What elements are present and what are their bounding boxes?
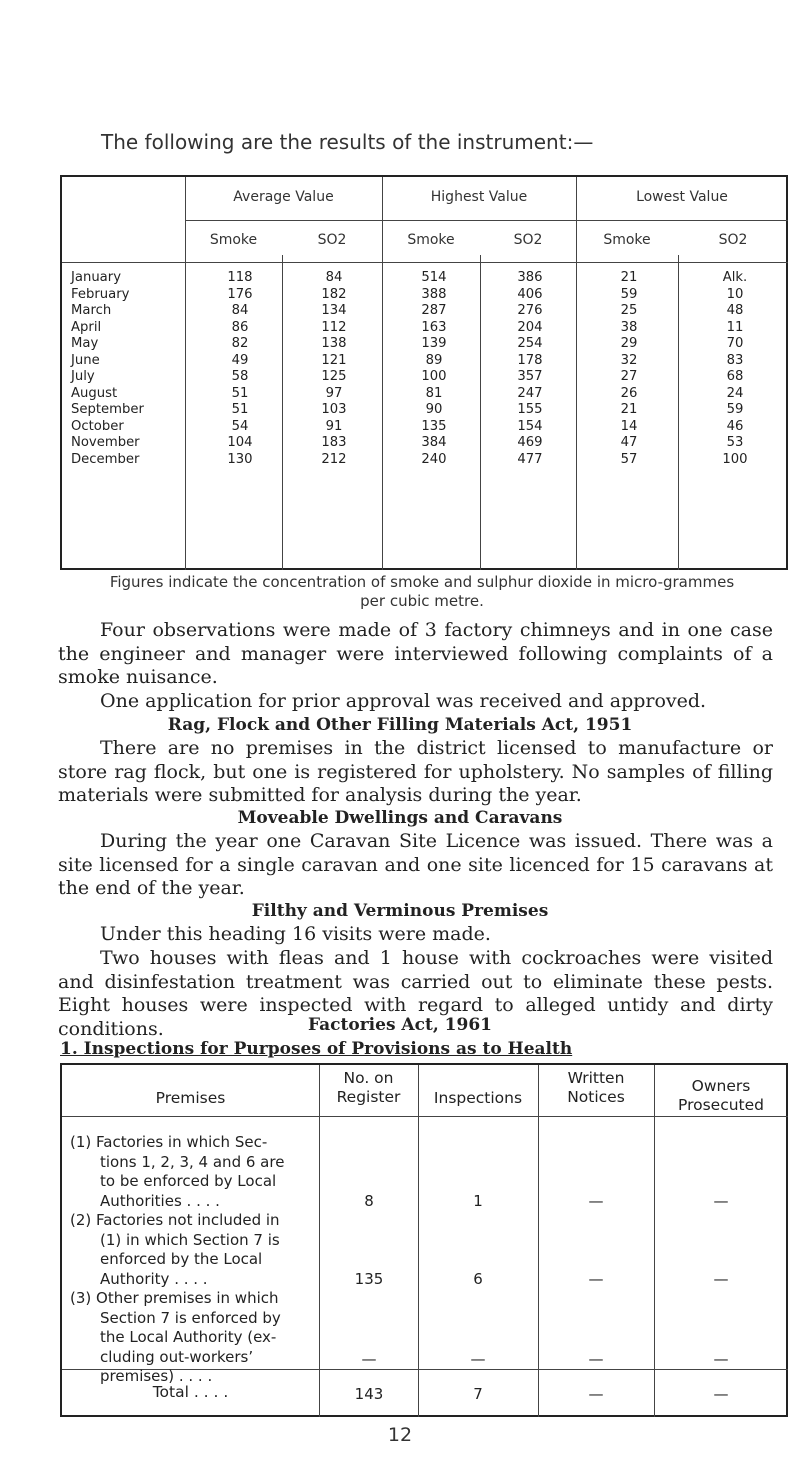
table-cell: 48	[726, 303, 744, 318]
table-cell: 357	[517, 369, 543, 384]
header-premises: Premises	[155, 1089, 226, 1107]
table-cell: 154	[517, 418, 543, 434]
table-cell: 121	[321, 352, 347, 368]
header-lowest-value: Lowest Value	[636, 189, 728, 205]
table-cell: 84	[325, 270, 343, 285]
premises-item-3	[70, 1270, 281, 1387]
item-line: premises) . . . .	[100, 1367, 213, 1385]
table-cell: 125	[321, 369, 347, 384]
table-cell: 134	[321, 303, 347, 318]
month-label: August	[71, 385, 118, 401]
table-cell: 100	[722, 451, 748, 467]
subheader-so2: SO2	[317, 232, 347, 248]
table-cell: 29	[620, 336, 638, 351]
subheader-so2: SO2	[513, 232, 543, 248]
table-cell: 86	[231, 319, 249, 335]
table-row	[62, 369, 786, 386]
table-cell: 10	[726, 286, 744, 302]
owners-prosecuted: —	[713, 1350, 729, 1368]
month-label: April	[71, 319, 102, 335]
month-label: February	[71, 286, 130, 302]
table-cell: 176	[227, 286, 253, 302]
heading-filthy-premises: Filthy and Verminous Premises	[251, 901, 549, 921]
month-label: July	[71, 369, 95, 384]
month-label: January	[71, 270, 121, 285]
table-cell: 51	[231, 402, 249, 417]
table-cell: 212	[321, 451, 347, 467]
header-register	[319, 1069, 418, 1107]
inspections-table	[60, 1063, 788, 1417]
subheading-inspections: 1. Inspections for Purposes of Provisions as to Health	[60, 1039, 573, 1059]
month-label: December	[71, 451, 140, 467]
table-cell: 155	[517, 402, 543, 417]
table-cell: 254	[517, 336, 543, 351]
table-cell: 49	[231, 352, 249, 368]
table-cell: 118	[227, 270, 253, 285]
table-cell: 287	[421, 303, 447, 318]
item-line: (3) Other premises in which	[70, 1289, 279, 1307]
table-cell: 21	[620, 270, 638, 285]
table-cell: 81	[425, 385, 443, 401]
table-cell: 84	[231, 303, 249, 318]
item-line: (1) in which Section 7 is	[100, 1230, 280, 1249]
heading-rag-flock: Rag, Flock and Other Filling Materials Act, 1951	[167, 715, 633, 735]
table-cell: 53	[726, 435, 744, 450]
table-row	[62, 320, 786, 337]
table-cell: 47	[620, 435, 638, 450]
paragraph-caravans: During the year one Caravan Site Licence was issued. There was a site licensed for a single caravan and one site licenced for 15 caravans at the end of the year.	[58, 830, 773, 899]
header-average-value: Average Value	[233, 189, 334, 205]
heading-moveable-dwellings: Moveable Dwellings and Caravans	[237, 808, 563, 828]
table-cell: 25	[620, 303, 638, 318]
table-cell: 514	[421, 270, 447, 285]
table-row	[62, 353, 786, 370]
inspection-count: 6	[473, 1270, 483, 1288]
table-cell: 406	[517, 286, 543, 302]
air-pollution-table	[60, 175, 788, 570]
month-label: March	[71, 303, 112, 318]
table-cell: 21	[620, 402, 638, 417]
page-number: 12	[387, 1424, 413, 1446]
month-label: May	[71, 336, 99, 351]
table-row	[62, 287, 786, 304]
total-written-notices: —	[588, 1385, 604, 1403]
item-line: (2) Factories not included in	[70, 1211, 280, 1229]
owners-prosecuted: —	[713, 1192, 729, 1210]
header-owners-line1: Owners	[691, 1077, 751, 1095]
month-label: November	[71, 435, 140, 450]
total-label: Total . . . .	[152, 1383, 229, 1401]
table-cell: 27	[620, 369, 638, 384]
table-cell: 57	[620, 451, 638, 467]
table-row	[62, 419, 786, 436]
table-cell: 54	[231, 418, 249, 434]
paragraph-rag-flock: There are no premises in the district licensed to manufacture or store rag flock, but one is registered for upholstery. No samples of filling materials were submitted for analysis during the year.	[58, 737, 773, 806]
table-cell: 100	[421, 369, 447, 384]
table-cell: 59	[726, 402, 744, 417]
written-notices: —	[588, 1192, 604, 1210]
header-highest-value: Highest Value	[430, 189, 528, 205]
table-row	[62, 303, 786, 320]
header-register-line2: Register	[336, 1088, 401, 1106]
table-cell: 11	[726, 319, 744, 335]
table-cell: 26	[620, 385, 638, 401]
table-cell: 51	[231, 385, 249, 401]
table-cell: 58	[231, 369, 249, 384]
item-line: Authority . . . .	[100, 1269, 208, 1288]
inspection-count: 1	[473, 1192, 483, 1210]
table-footnote-cont: per cubic metre.	[360, 592, 484, 610]
table-cell: 14	[620, 418, 638, 434]
table-cell: 130	[227, 451, 253, 467]
table-cell: 276	[517, 303, 543, 318]
header-written-notices	[538, 1069, 654, 1107]
written-notices: —	[588, 1350, 604, 1368]
table-row	[62, 452, 786, 469]
table-cell: 70	[726, 336, 744, 351]
subheader-so2: SO2	[718, 232, 748, 248]
table-cell: 91	[325, 418, 343, 434]
paragraph-visits: Under this heading 16 visits were made.	[100, 923, 491, 945]
table-cell: 38	[620, 319, 638, 335]
paragraph-prior-approval: One application for prior approval was received and approved.	[100, 690, 707, 712]
table-cell: 240	[421, 451, 447, 467]
header-register-line1: No. on	[343, 1069, 394, 1087]
table-cell: 183	[321, 435, 347, 450]
item-line: (1) Factories in which Sec-	[70, 1133, 268, 1151]
table-cell: 24	[726, 385, 744, 401]
item-line: enforced by the Local	[100, 1250, 263, 1268]
subheader-smoke: Smoke	[407, 232, 455, 248]
header-written-line2: Notices	[567, 1088, 625, 1106]
item-line: the Local Authority (ex-	[100, 1328, 277, 1346]
table-cell: 32	[620, 352, 638, 368]
written-notices: —	[588, 1270, 604, 1288]
table-row	[62, 270, 786, 287]
table-cell: 247	[517, 385, 543, 401]
table-cell: 103	[321, 402, 347, 417]
table-cell: 386	[517, 270, 543, 285]
month-label: September	[71, 402, 144, 417]
table-row	[62, 386, 786, 403]
table-cell: 204	[517, 319, 543, 335]
table-cell: 384	[421, 435, 447, 450]
table-cell: 97	[325, 385, 343, 401]
intro-text: The following are the results of the instrument:—	[101, 130, 594, 154]
table-cell: 112	[321, 319, 347, 335]
subheader-smoke: Smoke	[603, 232, 651, 248]
table-cell: 138	[321, 336, 347, 351]
paragraph-pests: Two houses with fleas and 1 house with cockroaches were visited and disinfestation treatment was carried out to eliminate these pests. Eight houses were inspected with regard to alleged untidy and dirty conditions.	[58, 947, 773, 1040]
item-line: tions 1, 2, 3, 4 and 6 are	[100, 1152, 285, 1171]
table-cell: 82	[231, 336, 249, 351]
table-cell: 68	[726, 369, 744, 384]
table-row	[62, 336, 786, 353]
total-owners-prosecuted: —	[713, 1385, 729, 1403]
table-cell: 90	[425, 402, 443, 417]
table-cell: 59	[620, 286, 638, 302]
header-owners-line2: Prosecuted	[678, 1096, 764, 1114]
table-cell: 89	[425, 352, 443, 368]
table-row	[62, 402, 786, 419]
item-line: Section 7 is enforced by	[100, 1308, 281, 1327]
month-label: June	[71, 352, 100, 368]
table-footnote: Figures indicate the concentration of smoke and sulphur dioxide in micro-grammes	[109, 573, 735, 591]
paragraph-observations: Four observations were made of 3 factory chimneys and in one case the engineer and manager were interviewed following complaints of a smoke nuisance.	[58, 619, 773, 688]
heading-factories-act: Factories Act, 1961	[308, 1015, 492, 1035]
header-owners-prosecuted	[654, 1077, 788, 1115]
premises-item-1	[70, 1133, 284, 1211]
table-cell: 388	[421, 286, 447, 302]
table-cell: 139	[421, 336, 447, 351]
item-line: Authorities . . . .	[100, 1191, 220, 1210]
header-written-line1: Written	[567, 1069, 625, 1087]
table-cell: 477	[517, 451, 543, 467]
header-inspections: Inspections	[433, 1089, 523, 1107]
owners-prosecuted: —	[713, 1270, 729, 1288]
table-cell: Alk.	[722, 270, 748, 285]
table-cell: 182	[321, 286, 347, 302]
item-line: to be enforced by Local	[100, 1172, 277, 1190]
table-cell: 469	[517, 435, 543, 450]
table-cell: 178	[517, 352, 543, 368]
total-inspections: 7	[473, 1385, 483, 1403]
table-cell: 104	[227, 435, 253, 450]
total-register: 143	[354, 1385, 384, 1403]
table-cell: 163	[421, 319, 447, 335]
table-cell: 135	[421, 418, 447, 434]
table-row	[62, 435, 786, 452]
month-label: October	[71, 418, 124, 434]
item-line: cluding out-workers’	[100, 1347, 254, 1366]
table-cell: 83	[726, 352, 744, 368]
subheader-smoke: Smoke	[209, 232, 258, 248]
register-count: 135	[354, 1270, 384, 1288]
register-count: 8	[364, 1192, 374, 1210]
register-count: —	[361, 1350, 377, 1368]
table-cell: 46	[726, 418, 744, 434]
inspection-count: —	[470, 1350, 486, 1368]
